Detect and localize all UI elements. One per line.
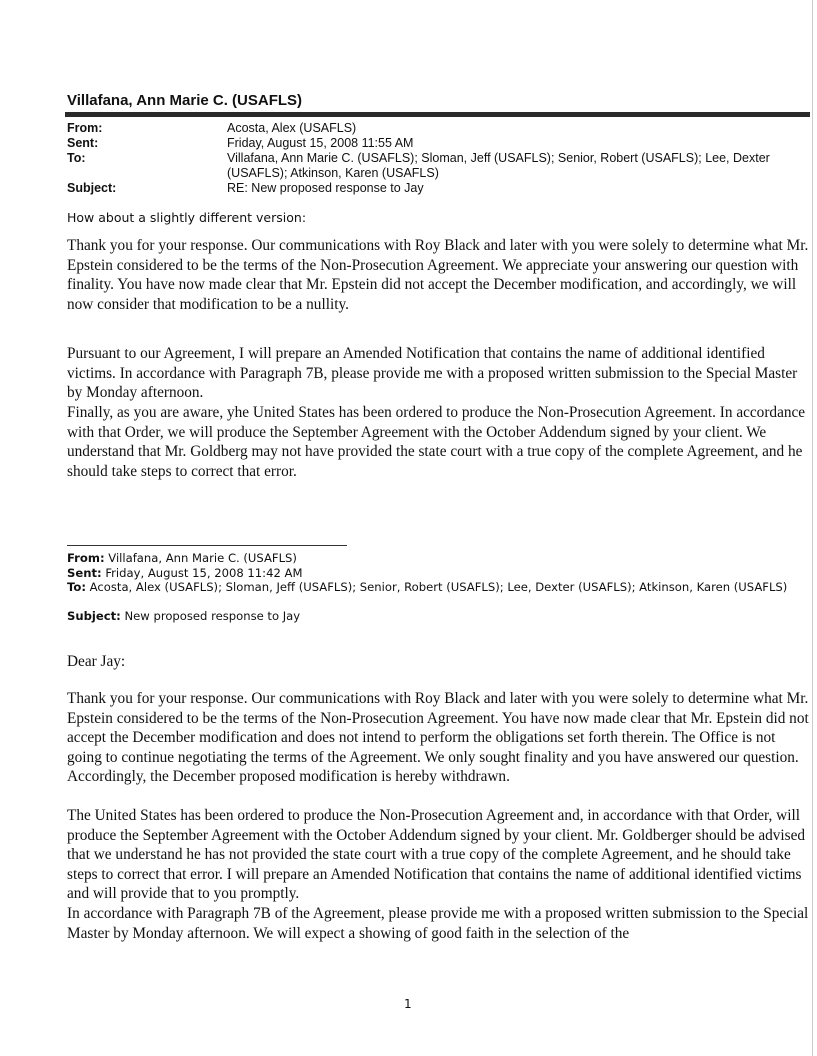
quoted-to: To: Acosta, Alex (USAFLS); Sloman, Jeff (USAFLS); Senior, Robert (USAFLS); Lee, Dexter (USAFLS); Atkinson, Karen (USAFLS) [67, 580, 788, 594]
quoted-from: From: Villafana, Ann Marie C. (USAFLS) [67, 551, 297, 565]
body-paragraph: Thank you for your response. Our communications with Roy Black and later with you were solely to determine what Mr. Epstein considered to be the terms of the Non-Prosecution Agreement. We appreciate your answering our question with finality. You have now made clear that Mr. Epstein did not accept the December modification, and accordingly, we will now consider that modification to be a nullity. [67, 237, 809, 313]
title-divider [65, 112, 810, 117]
page-number: 1 [404, 997, 412, 1011]
intro-line: How about a slightly different version: [67, 210, 307, 225]
quoted-sent: Sent: Friday, August 15, 2008 11:42 AM [67, 565, 303, 580]
header-subject: Subject: RE: New proposed response to Jay [67, 181, 787, 196]
header-sent: Sent: Friday, August 15, 2008 11:55 AM [67, 136, 787, 151]
quoted-paragraph: In accordance with Paragraph 7B of the Agreement, please provide me with a proposed written submission to the Special Master by Monday afternoon. We will expect a showing of good faith in the selection of the [67, 905, 809, 942]
quote-separator [67, 545, 347, 546]
body-paragraph: Pursuant to our Agreement, I will prepare an Amended Notification that contains the name of additional identified victims. In accordance with Paragraph 7B, please provide me with a proposed written submission to the Special Master by Monday afternoon. [67, 345, 798, 401]
subject-value: RE: New proposed response to Jay [227, 181, 424, 195]
quoted-subject: Subject: New proposed response to Jay [67, 609, 301, 623]
header-to: To: Villafana, Ann Marie C. (USAFLS); Sloman, Jeff (USAFLS); Senior, Robert (USAFLS); Lee, Dexter (USAFLS); Atkinson, Karen (USAFLS) [67, 151, 787, 181]
salutation: Dear Jay: [67, 653, 126, 670]
quoted-paragraph: Thank you for your response. Our communications with Roy Black and later with you were solely to determine what Mr. Epstein considered to be the terms of the Non-Prosecution Agreement. You have now made clear that Mr. Epstein did not accept the December modification and does not intend to perform the obligations set forth therein. The Office is not going to continue negotiating the terms of the Agreement. We only sought finality and you have answered our question. Accordingly, the December proposed modification is hereby withdrawn. [67, 690, 809, 785]
page-edge [812, 0, 813, 1056]
to-value: Villafana, Ann Marie C. (USAFLS); Sloman, Jeff (USAFLS); Senior, Robert (USAFLS); Lee, Dexter (USAFLS); Atkinson, Karen (USAFLS) [227, 151, 770, 180]
body-paragraph: Finally, as you are aware, yhe United States has been ordered to produce the Non-Prosecution Agreement. In accordance with that Order, we will produce the September Agreement with the October Addendum signed by your client. We understand that Mr. Goldberg may not have provided the state court with a true copy of the complete Agreement, and he should take steps to correct that error. [67, 404, 806, 480]
sent-value: Friday, August 15, 2008 11:55 AM [227, 136, 414, 150]
from-value: Acosta, Alex (USAFLS) [227, 121, 357, 135]
mailbox-owner-title: Villafana, Ann Marie C. (USAFLS) [67, 92, 303, 109]
header-from: From: Acosta, Alex (USAFLS) [67, 121, 787, 136]
quoted-paragraph: The United States has been ordered to produce the Non-Prosecution Agreement and, in accordance with that Order, will produce the September Agreement with the October Addendum signed by your client. Mr. Goldberger should be advised that we understand he has not provided the state court with a true copy of the complete Agreement, and he should take steps to correct that error. I will prepare an Amended Notification that contains the name of additional identified victims and will provide that to you promptly. [67, 807, 806, 902]
